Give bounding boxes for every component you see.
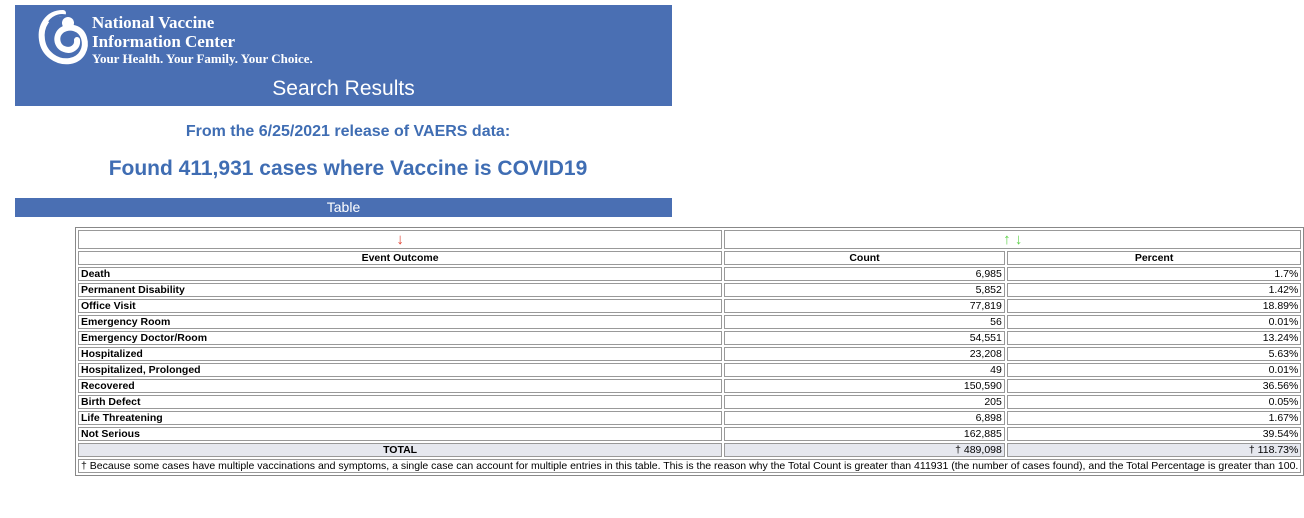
footnote: † Because some cases have multiple vaccinations and symptoms, a single case can account for multiple entries in this table. This is the reason why the Total Count is greater than 411931 (the number of cases found), and the Total Percentage is greater than 100. xyxy=(78,459,1301,473)
percent-cell: 0.01% xyxy=(1007,363,1302,377)
count-cell: 6,985 xyxy=(724,267,1005,281)
percent-cell: 1.7% xyxy=(1007,267,1302,281)
table-row xyxy=(78,331,1301,345)
outcome-cell: Recovered xyxy=(78,379,722,393)
sort-count-cell xyxy=(724,230,1301,249)
sort-event-outcome-cell xyxy=(78,230,722,249)
table-row xyxy=(78,379,1301,393)
percent-cell: 18.89% xyxy=(1007,299,1302,313)
count-cell: 162,885 xyxy=(724,427,1005,441)
brand-name-line1[interactable]: National Vaccine xyxy=(92,13,215,32)
total-count: † 489,098 xyxy=(724,443,1005,457)
count-cell: 5,852 xyxy=(724,283,1005,297)
column-header-percent: Percent xyxy=(1007,251,1302,265)
outcome-cell: Not Serious xyxy=(78,427,722,441)
table-row xyxy=(78,363,1301,377)
table-section-bar: Table xyxy=(15,198,672,217)
count-cell: 77,819 xyxy=(724,299,1005,313)
table-row xyxy=(78,347,1301,361)
outcome-cell: Emergency Room xyxy=(78,315,722,329)
count-cell: 6,898 xyxy=(724,411,1005,425)
sort-row xyxy=(78,230,1301,249)
percent-cell: 39.54% xyxy=(1007,427,1302,441)
percent-cell: 0.05% xyxy=(1007,395,1302,409)
table-row xyxy=(78,283,1301,297)
outcome-cell: Birth Defect xyxy=(78,395,722,409)
column-header-event-outcome: Event Outcome xyxy=(78,251,722,265)
table-header-row xyxy=(78,251,1301,265)
results-summary: Found 411,931 cases where Vaccine is COVID19 xyxy=(108,157,588,180)
percent-cell: 5.63% xyxy=(1007,347,1302,361)
table-row xyxy=(78,427,1301,441)
outcome-cell: Office Visit xyxy=(78,299,722,313)
table-row xyxy=(78,267,1301,281)
site-header xyxy=(15,5,672,106)
outcome-cell: Permanent Disability xyxy=(78,283,722,297)
nvic-logo-icon[interactable] xyxy=(37,10,89,66)
percent-cell: 0.01% xyxy=(1007,315,1302,329)
table-row xyxy=(78,299,1301,313)
table-row xyxy=(78,395,1301,409)
brand-name-line2[interactable]: Information Center xyxy=(92,32,236,51)
outcome-cell: Death xyxy=(78,267,722,281)
table-row xyxy=(78,411,1301,425)
page-title: Search Results xyxy=(272,77,415,100)
sort-desc-arrow-icon[interactable]: ↓ xyxy=(1014,231,1023,248)
sort-asc-arrow-icon[interactable]: ↑ xyxy=(1003,231,1011,248)
outcome-cell: Emergency Doctor/Room xyxy=(78,331,722,345)
total-label: TOTAL xyxy=(78,443,722,457)
count-cell: 49 xyxy=(724,363,1005,377)
total-row xyxy=(78,443,1301,457)
outcome-cell: Hospitalized xyxy=(78,347,722,361)
footnote-row xyxy=(78,459,1301,473)
count-cell: 54,551 xyxy=(724,331,1005,345)
percent-cell: 13.24% xyxy=(1007,331,1302,345)
percent-cell: 1.42% xyxy=(1007,283,1302,297)
count-cell: 56 xyxy=(724,315,1005,329)
column-header-count: Count xyxy=(724,251,1005,265)
percent-cell: 1.67% xyxy=(1007,411,1302,425)
outcome-cell: Life Threatening xyxy=(78,411,722,425)
brand-tagline: Your Health. Your Family. Your Choice. xyxy=(92,51,313,66)
total-percent: † 118.73% xyxy=(1007,443,1302,457)
release-info: From the 6/25/2021 release of VAERS data: xyxy=(185,123,511,140)
percent-cell: 36.56% xyxy=(1007,379,1302,393)
count-cell: 23,208 xyxy=(724,347,1005,361)
count-cell: 150,590 xyxy=(724,379,1005,393)
sort-desc-arrow-icon[interactable]: ↓ xyxy=(396,231,404,248)
count-cell: 205 xyxy=(724,395,1005,409)
outcome-cell: Hospitalized, Prolonged xyxy=(78,363,722,377)
results-table xyxy=(75,227,1304,476)
table-row xyxy=(78,315,1301,329)
